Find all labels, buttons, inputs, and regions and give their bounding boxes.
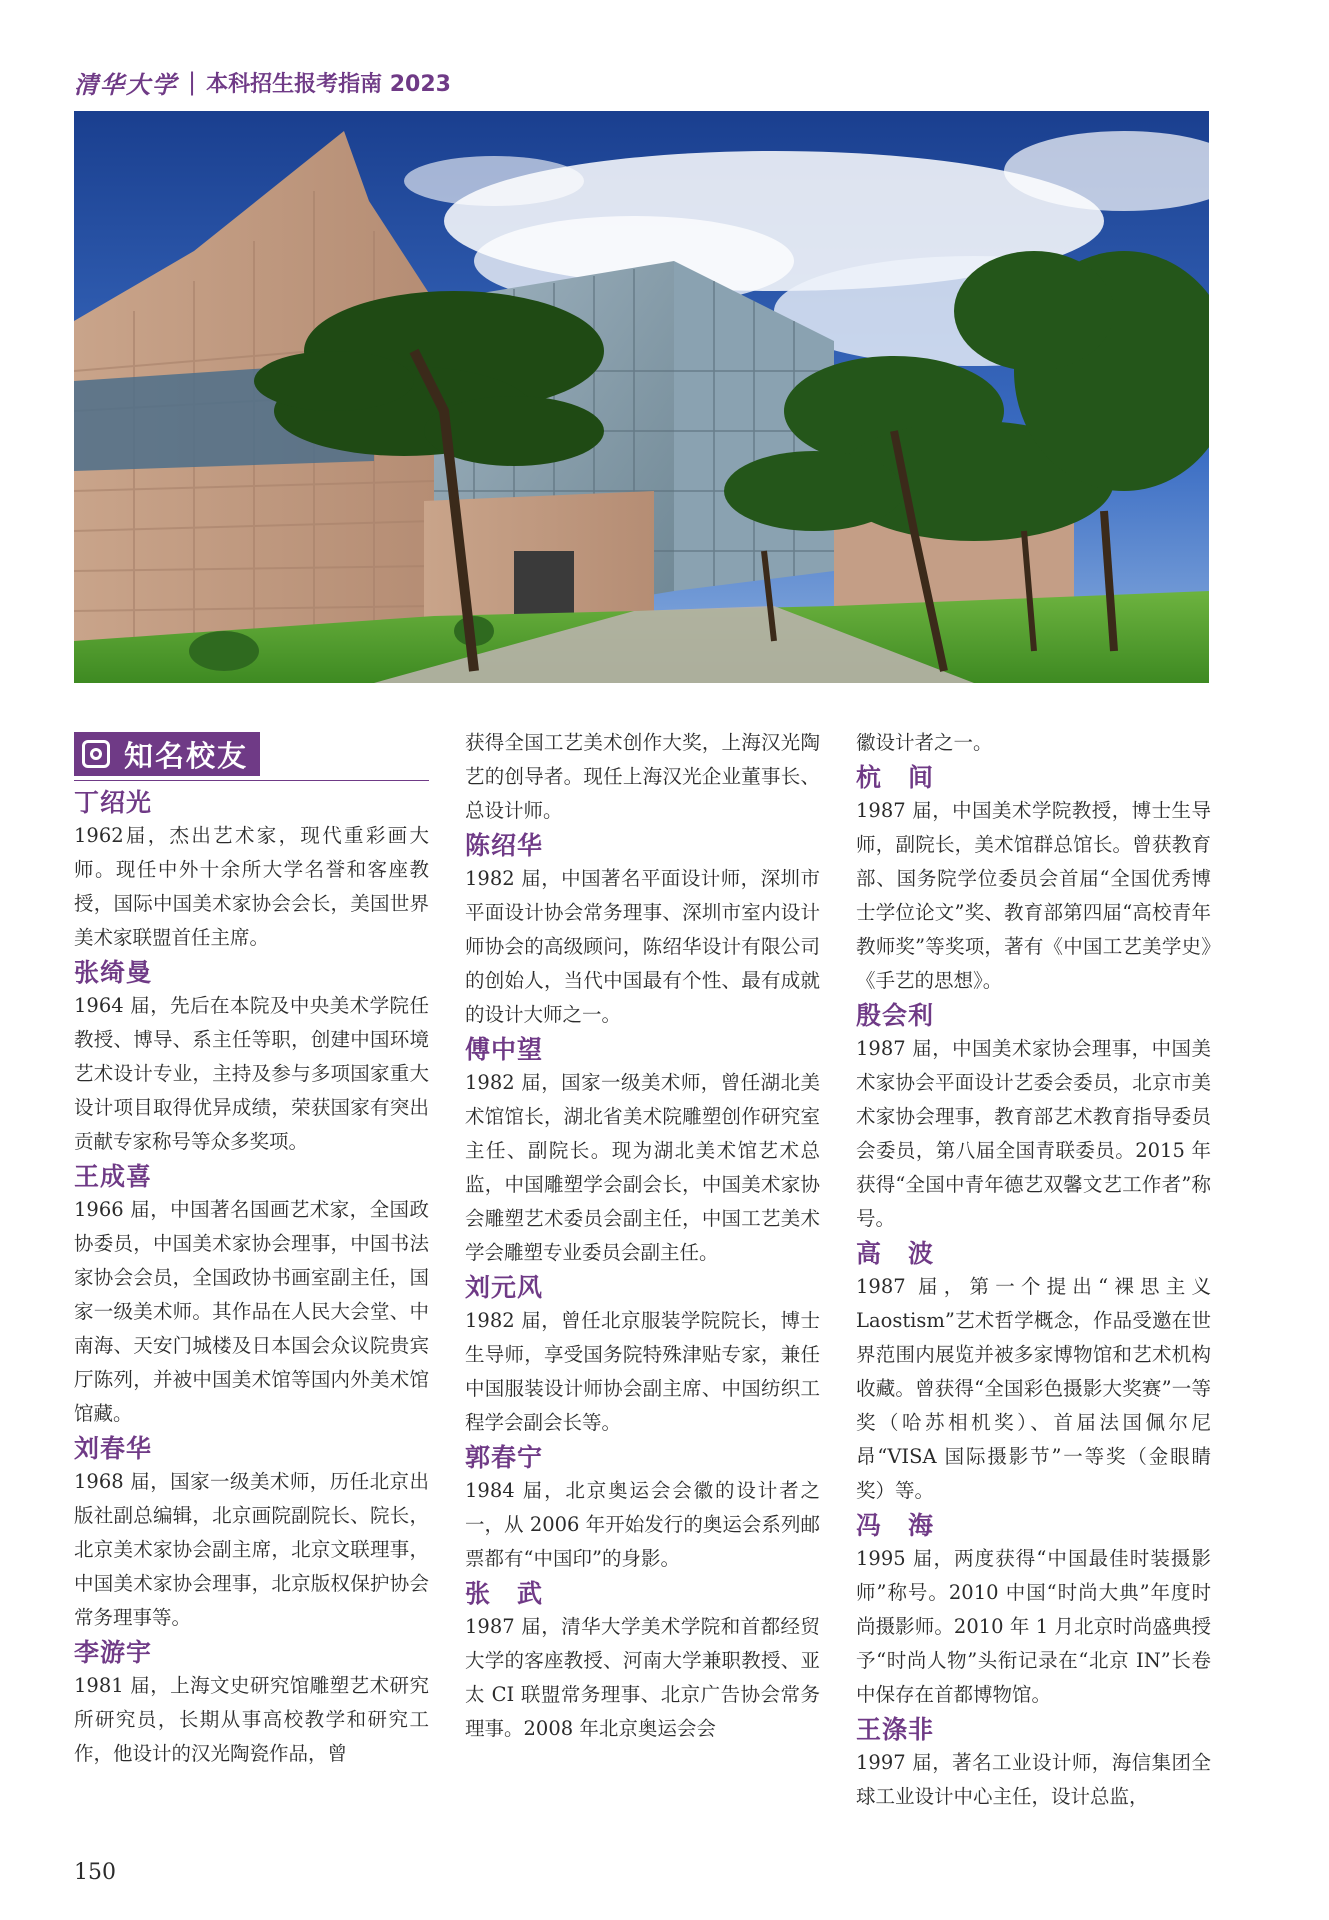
alumnus-name: 张 武 [465, 1579, 544, 1608]
camera-icon [82, 740, 110, 768]
alumnus-name: 张绮曼 [74, 958, 153, 987]
alumnus-entry [856, 1000, 1211, 1236]
alumnus-entry [465, 1034, 820, 1270]
alumnus-name: 傅中望 [465, 1035, 544, 1064]
university-logo: 清华大学 [74, 69, 178, 99]
alumnus-description: 1962届，杰出艺术家，现代重彩画大师。现任中外十余所大学名誉和客座教授，国际中国美术家协会会长，美国世界美术家联盟首任主席。 [74, 824, 429, 949]
alumnus-name: 陈绍华 [465, 831, 544, 860]
alumnus-description: 1997 届，著名工业设计师，海信集团全球工业设计中心主任，设计总监， [856, 1751, 1211, 1808]
alumnus-entry [74, 1433, 429, 1635]
page-header [74, 64, 451, 100]
alumnus-name: 刘元风 [465, 1273, 544, 1302]
alumnus-description: 1987 届，中国美术学院教授，博士生导师，副院长，美术馆群总馆长。曾获教育部、国务院学位委员会首届“全国优秀博士学位论文”奖、教育部第四届“高校青年教师奖”等奖项，著有《中国工艺美学史》《手艺的思想》。 [856, 799, 1211, 992]
alumnus-entry [74, 957, 429, 1159]
alumnus-entry [74, 787, 429, 955]
page-number: 150 [74, 1860, 116, 1885]
alumnus-entry [74, 1161, 429, 1431]
alumnus-name: 高 波 [856, 1239, 935, 1268]
alumnus-entry [465, 1442, 820, 1576]
alumnus-description: 1987 届，第一个提出“裸思主义 Laostism”艺术哲学概念，作品受邀在世界范围内展览并被多家博物馆和艺术机构收藏。曾获得“全国彩色摄影大奖赛”一等奖（哈苏相机奖）、首届法国佩尔尼昂“VISA 国际摄影节”一等奖（金眼睛奖）等。 [856, 1275, 1211, 1502]
alumnus-description: 1987 届，中国美术家协会理事，中国美术家协会平面设计艺委会委员，北京市美术家协会理事，教育部艺术教育指导委员会委员，第八届全国青联委员。2015 年获得“全国中青年德艺双馨文艺工作者”称号。 [856, 1037, 1211, 1230]
alumnus-description: 1987 届，清华大学美术学院和首都经贸大学的客座教授、河南大学兼职教授、亚太 CI 联盟常务理事、北京广告协会常务理事。2008 年北京奥运会会 [465, 1615, 820, 1740]
alumnus-description: 1982 届，曾任北京服装学院院长，博士生导师，享受国务院特殊津贴专家，兼任中国服装设计师协会副主席、中国纺织工程学会副会长等。 [465, 1309, 820, 1434]
alumnus-entry [856, 1714, 1211, 1814]
continued-text: 获得全国工艺美术创作大奖，上海汉光陶艺的创导者。现任上海汉光企业董事长、总设计师。 [465, 731, 820, 822]
column-3 [856, 726, 1211, 1814]
alumnus-name: 杭 间 [856, 763, 935, 792]
alumnus-description: 1982 届，中国著名平面设计师，深圳市平面设计协会常务理事、深圳市室内设计师协会的高级顾问，陈绍华设计有限公司的创始人，当代中国最有个性、最有成就的设计大师之一。 [465, 867, 820, 1026]
alumnus-entry [856, 762, 1211, 998]
alumnus-entry [465, 1578, 820, 1746]
column-2 [465, 726, 820, 1746]
alumnus-name: 丁绍光 [74, 788, 153, 817]
alumnus-description: 1964 届，先后在本院及中央美术学院任教授、博导、系主任等职，创建中国环境艺术设计专业，主持及参与多项国家重大设计项目取得优异成绩，荣获国家有突出贡献专家称号等众多奖项。 [74, 994, 429, 1153]
alumnus-name: 王涤非 [856, 1715, 935, 1744]
header-separator: | [188, 68, 197, 96]
alumnus-entry [465, 830, 820, 1032]
alumnus-name: 郭春宁 [465, 1443, 544, 1472]
alumnus-description: 1995 届，两度获得“中国最佳时装摄影师”称号。2010 中国“时尚大典”年度时尚摄影师。2010 年 1 月北京时尚盛典授予“时尚人物”头衔记录在“北京 IN”长卷中保存在首都博物馆。 [856, 1547, 1211, 1706]
alumnus-description: 1982 届，国家一级美术师，曾任湖北美术馆馆长，湖北省美术院雕塑创作研究室主任、副院长。现为湖北美术馆艺术总监，中国雕塑学会副会长，中国美术家协会雕塑艺术委员会副主任，中国工艺美术学会雕塑专业委员会副主任。 [465, 1071, 820, 1264]
alumnus-description: 1981 届，上海文史研究馆雕塑艺术研究所研究员，长期从事高校教学和研究工作，他设计的汉光陶瓷作品，曾 [74, 1674, 429, 1765]
alumnus-entry [856, 1510, 1211, 1712]
section-header [74, 732, 429, 776]
continued-text: 徽设计者之一。 [856, 731, 993, 754]
section-divider [74, 780, 429, 781]
alumnus-name: 冯 海 [856, 1511, 935, 1540]
alumnus-description: 1984 届，北京奥运会会徽的设计者之一，从 2006 年开始发行的奥运会系列邮票都有“中国印”的身影。 [465, 1479, 820, 1570]
alumnus-name: 殷会利 [856, 1001, 935, 1030]
section-badge [74, 732, 260, 776]
alumnus-description: 1968 届，国家一级美术师，历任北京出版社副总编辑，北京画院副院长、院长，北京美术家协会副主席，北京文联理事，中国美术家协会理事，北京版权保护协会常务理事等。 [74, 1470, 429, 1629]
alumnus-entry [74, 1637, 429, 1771]
alumnus-name: 李游宇 [74, 1638, 153, 1667]
alumnus-entry [465, 1272, 820, 1440]
section-title-text: 知名校友 [124, 738, 249, 773]
alumnus-name: 王成喜 [74, 1162, 153, 1191]
alumnus-name: 刘春华 [74, 1434, 153, 1463]
museum-building-image [74, 111, 1209, 683]
column-1 [74, 726, 429, 1771]
header-title: 本科招生报考指南 2023 [206, 71, 451, 97]
museum-photo [74, 111, 1209, 683]
alumnus-description: 1966 届，中国著名国画艺术家，全国政协委员，中国美术家协会理事，中国书法家协会会员，全国政协书画室副主任，国家一级美术师。其作品在人民大会堂、中南海、天安门城楼及日本国会众议院贵宾厅陈列，并被中国美术馆等国内外美术馆馆藏。 [74, 1198, 429, 1425]
alumnus-entry [856, 1238, 1211, 1508]
